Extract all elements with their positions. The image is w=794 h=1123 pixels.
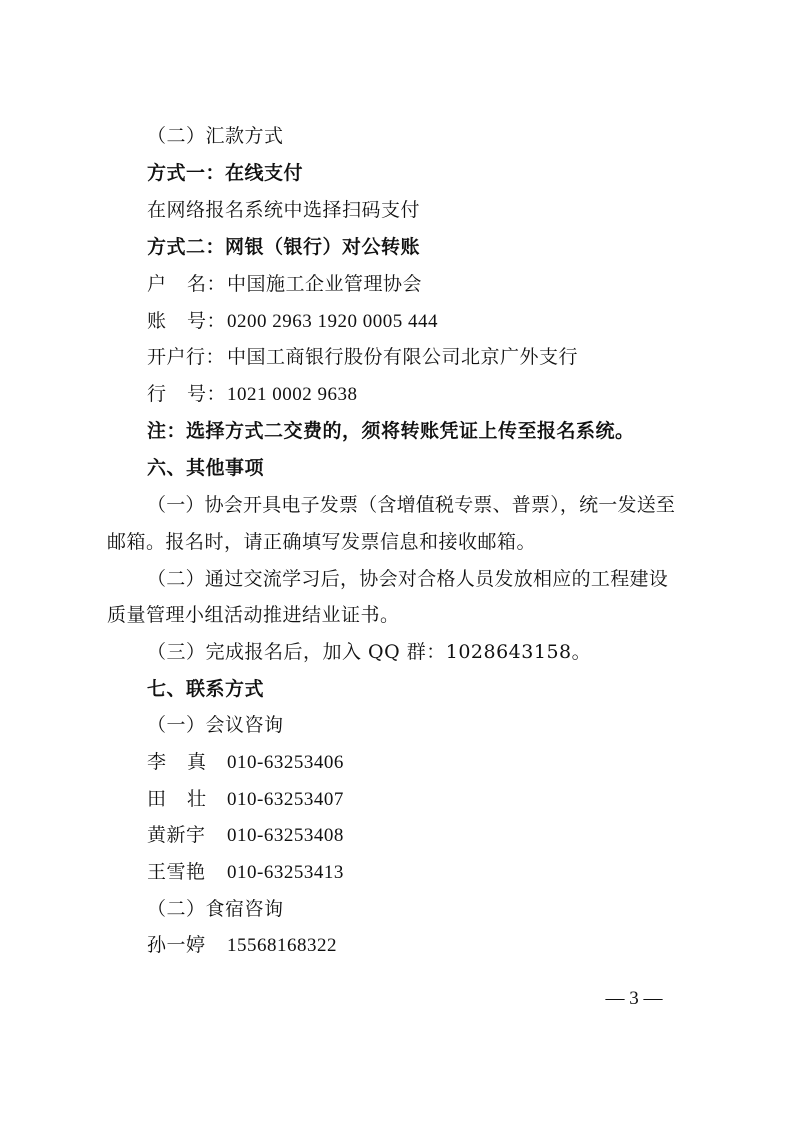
contact-phone: 010-63253413 <box>227 862 344 883</box>
lodging-contact-phone: 15568168322 <box>227 935 337 956</box>
remit-heading: （二）汇款方式 <box>147 125 284 147</box>
account-no-row <box>147 308 438 335</box>
contact-name: 李 真 <box>147 751 207 773</box>
other-item2-line2: 质量管理小组活动推进结业证书。 <box>107 604 400 626</box>
payment-note: 注：选择方式二交费的，须将转账凭证上传至报名系统。 <box>147 420 635 442</box>
other-item2-line1: （二）通过交流学习后，协会对合格人员发放相应的工程建设 <box>147 568 669 590</box>
method1-title: 方式一：在线支付 <box>147 162 304 184</box>
other-item1-line2: 邮箱。报名时，请正确填写发票信息和接收邮箱。 <box>107 531 537 553</box>
bank-no-row <box>147 381 358 408</box>
lodging-heading: （二）食宿咨询 <box>147 898 284 920</box>
contact-name: 田 壮 <box>147 788 207 810</box>
page-number: — 3 — <box>605 988 663 1009</box>
contact-phone: 010-63253406 <box>227 752 344 773</box>
contact-row <box>147 859 344 886</box>
other-item3: （三）完成报名后，加入 QQ 群：1028643158。 <box>147 641 592 663</box>
contact-row <box>147 749 344 776</box>
contact-name: 王雪艳 <box>147 861 206 883</box>
method2-title: 方式二：网银（银行）对公转账 <box>147 236 421 258</box>
bank-no-value: 1021 0002 9638 <box>227 384 358 405</box>
account-name-label: 户 名： <box>147 273 227 295</box>
bank-no-label: 行 号： <box>147 383 227 405</box>
account-no-value: 0200 2963 1920 0005 444 <box>227 311 438 332</box>
contact-phone: 010-63253408 <box>227 825 344 846</box>
contact-row <box>147 786 344 813</box>
lodging-contact-row <box>147 932 337 959</box>
account-name-value: 中国施工企业管理协会 <box>227 273 423 295</box>
account-name-row <box>147 271 422 297</box>
meeting-heading: （一）会议咨询 <box>147 714 284 736</box>
lodging-contact-name: 孙一婷 <box>147 934 206 956</box>
bank-label: 开户行： <box>147 346 226 368</box>
contact-row <box>147 822 344 849</box>
other-item1-line1: （一）协会开具电子发票（含增值税专票、普票），统一发送至 <box>147 494 676 516</box>
method1-desc: 在网络报名系统中选择扫码支付 <box>147 199 421 221</box>
contact-phone: 010-63253407 <box>227 789 344 810</box>
contact-heading: 七、联系方式 <box>147 678 265 700</box>
contact-name: 黄新宇 <box>147 824 206 846</box>
other-heading: 六、其他事项 <box>147 457 265 479</box>
bank-row <box>147 344 578 370</box>
account-no-label: 账 号： <box>147 310 227 332</box>
bank-value: 中国工商银行股份有限公司北京广外支行 <box>227 346 579 368</box>
